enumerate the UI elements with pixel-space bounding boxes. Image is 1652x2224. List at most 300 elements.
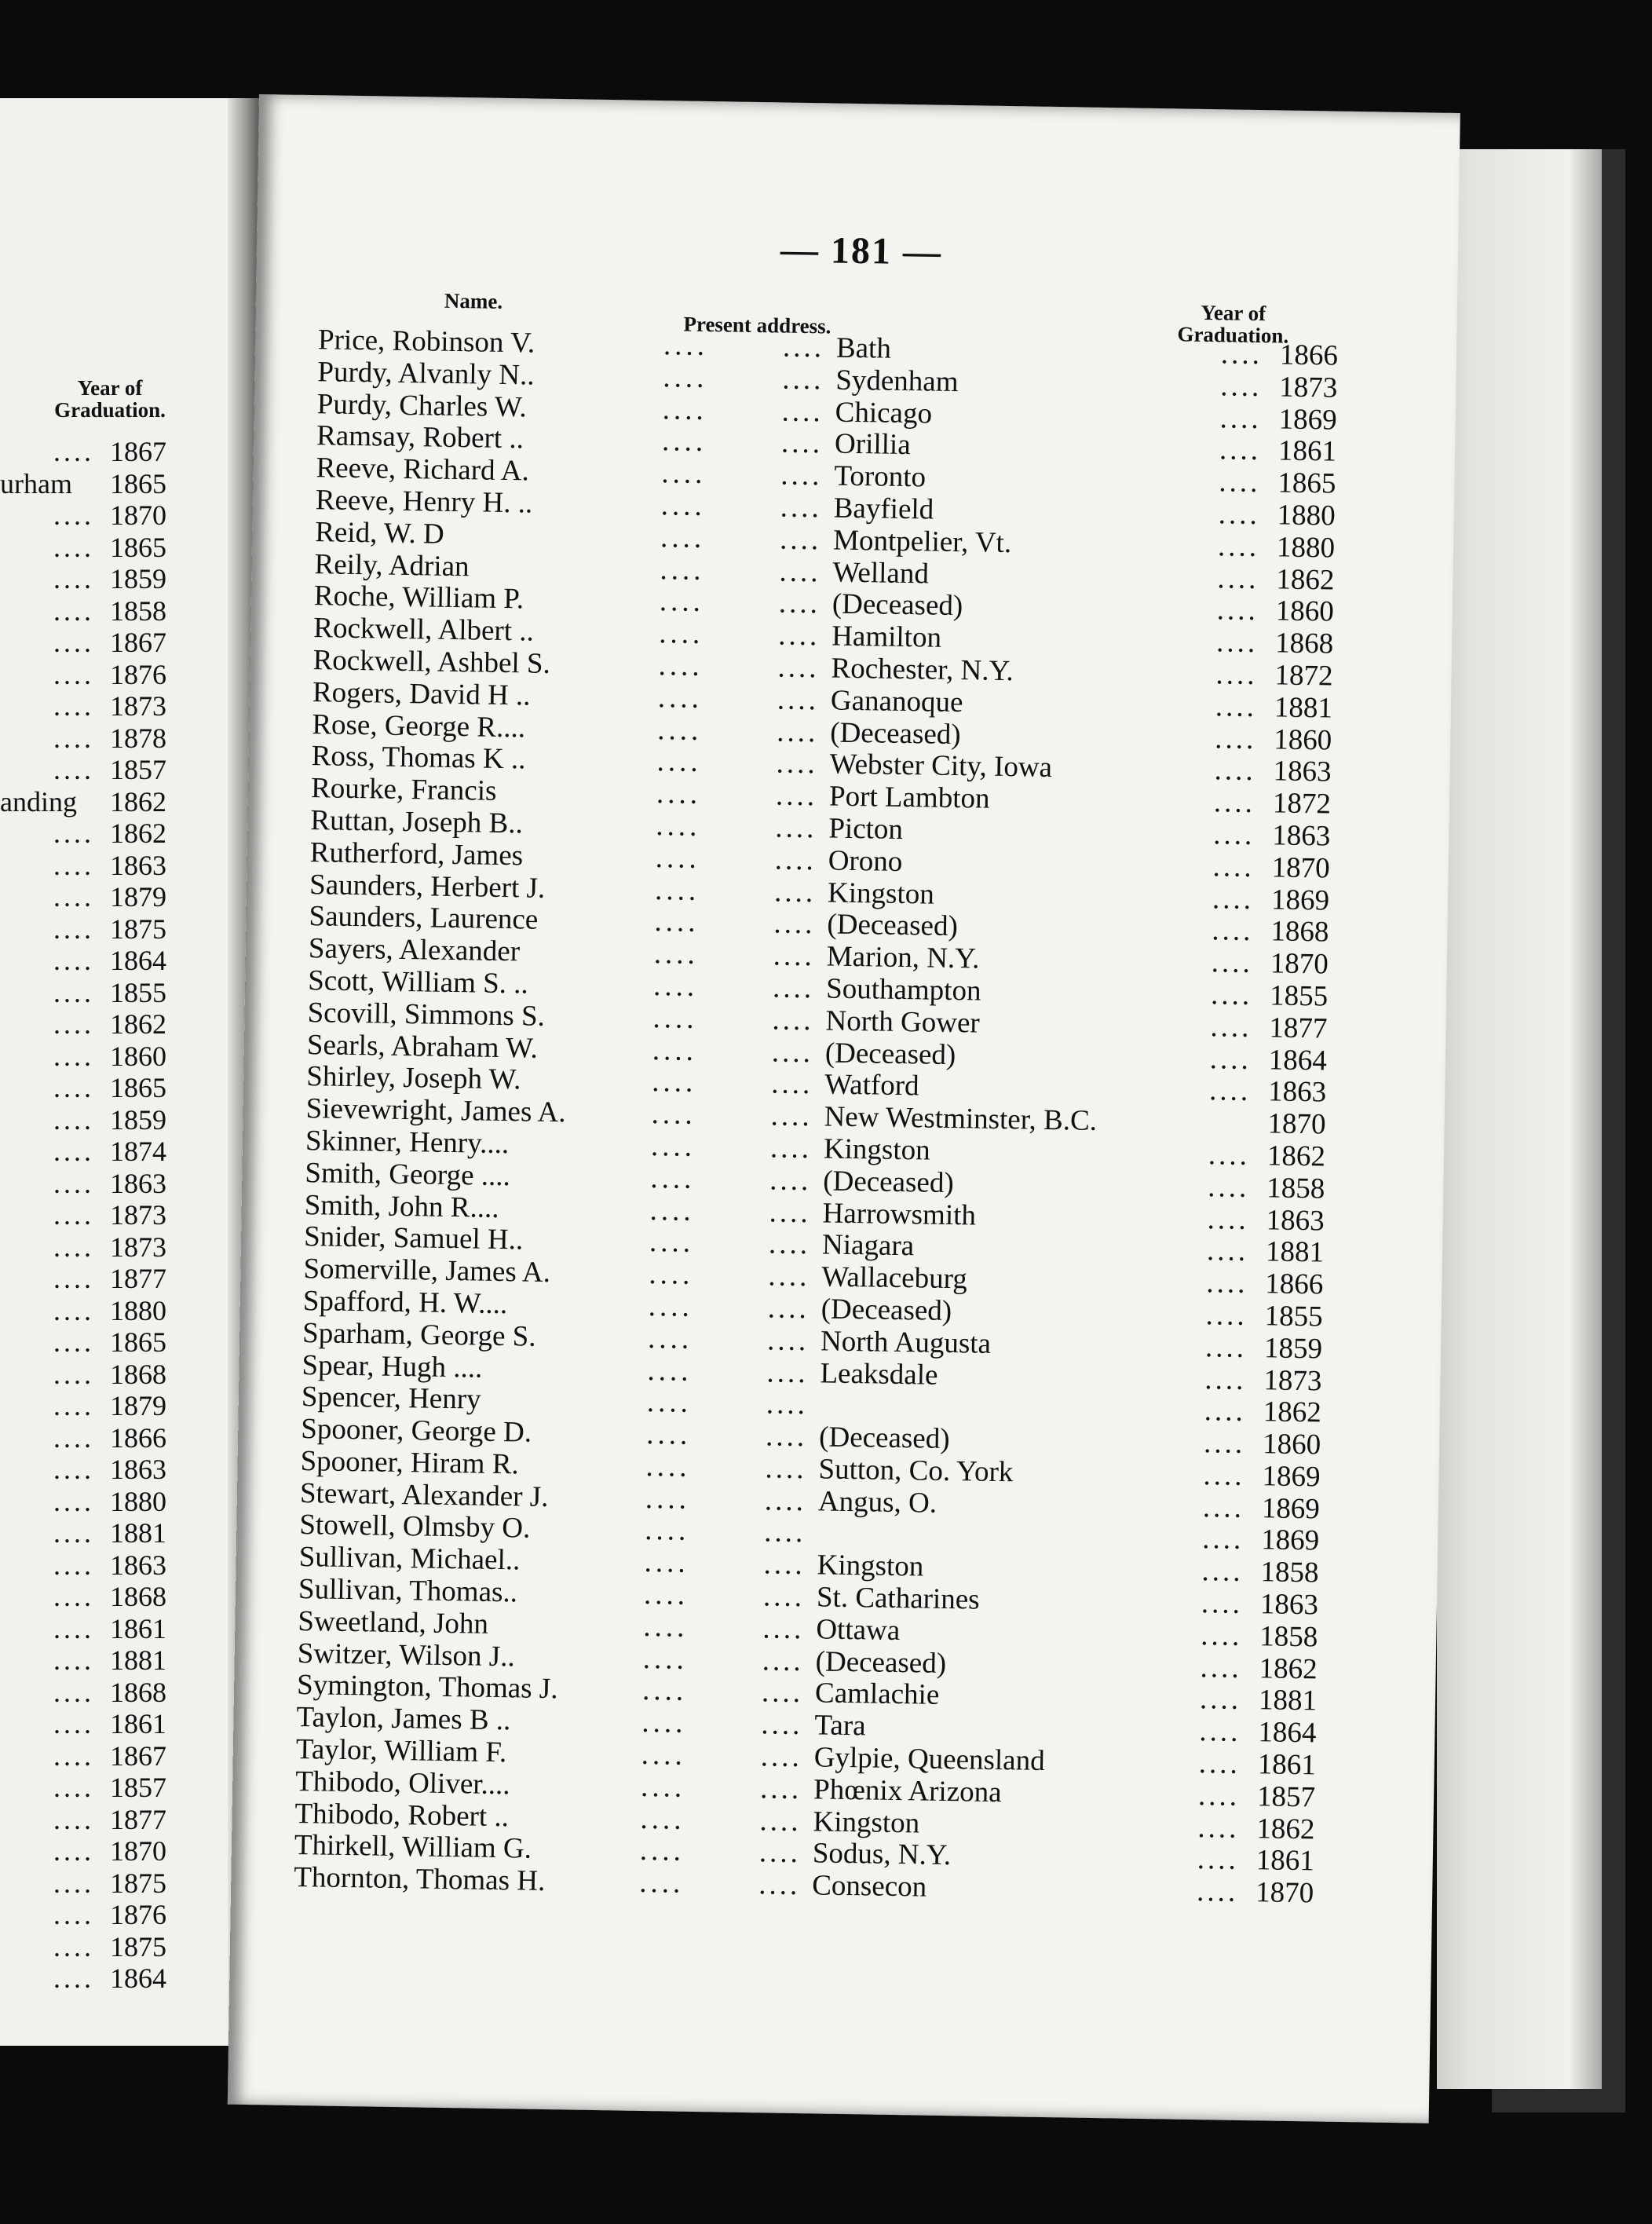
column-header-name: Name.: [444, 288, 503, 313]
left-row-dots: ....: [53, 1739, 94, 1772]
name-leader-dots: ....: [650, 1161, 696, 1195]
graduate-address: Orono: [828, 844, 903, 878]
left-row-year: 1860: [110, 1040, 166, 1072]
address-leader-dots: ....: [779, 555, 821, 588]
name-leader-dots: ....: [657, 681, 704, 715]
address-leader-dots: ....: [777, 715, 819, 748]
left-row-dots: ....: [53, 627, 94, 658]
graduate-name: Purdy, Alvanly N..: [317, 356, 535, 392]
address-leader-dots: ....: [758, 1836, 802, 1870]
name-leader-dots: ....: [643, 1578, 689, 1611]
graduate-name: Purdy, Charles W.: [316, 387, 527, 423]
year-leader-dots: ....: [1219, 370, 1263, 403]
left-row-dots: ....: [53, 1167, 94, 1199]
left-year-row: [0, 1199, 251, 1231]
graduate-name: Shirley, Joseph W.: [306, 1060, 521, 1096]
graduate-name: Ramsay, Robert ..: [316, 419, 524, 455]
name-leader-dots: ....: [656, 745, 703, 779]
left-row-prefix: urham: [0, 467, 72, 499]
left-year-row: [0, 1008, 251, 1041]
graduation-year: 1868: [1270, 915, 1329, 949]
name-leader-dots: ....: [645, 1482, 691, 1516]
address-leader-dots: ....: [775, 811, 817, 845]
graduation-year: 1861: [1257, 1748, 1317, 1782]
left-year-row: [0, 659, 251, 691]
left-row-year: 1876: [110, 1899, 166, 1930]
left-row-dots: ....: [53, 1199, 94, 1231]
graduation-year: 1858: [1260, 1556, 1319, 1589]
year-leader-dots: ....: [1206, 1267, 1248, 1300]
year-leader-dots: ....: [1212, 850, 1255, 883]
graduation-year: 1869: [1260, 1524, 1320, 1557]
graduate-entry: [305, 1125, 1326, 1173]
graduation-year: 1868: [1274, 627, 1334, 660]
address-leader-dots: ....: [762, 1644, 805, 1677]
left-year-row: [0, 1104, 251, 1136]
graduation-year: 1862: [1256, 1812, 1315, 1846]
graduate-address: Picton: [828, 812, 904, 846]
graduate-address: Camlachie: [814, 1677, 940, 1712]
address-leader-dots: ....: [773, 939, 816, 973]
left-row-year: 1877: [110, 1803, 166, 1835]
left-row-year: 1863: [110, 1549, 166, 1581]
address-leader-dots: ....: [770, 1067, 813, 1101]
name-leader-dots: ....: [654, 905, 700, 939]
year-leader-dots: ....: [1208, 1139, 1251, 1172]
graduate-address: St. Catharines: [816, 1581, 980, 1616]
year-leader-dots: ....: [1204, 1363, 1247, 1396]
graduation-year: 1863: [1259, 1588, 1319, 1622]
name-leader-dots: ....: [652, 969, 699, 1003]
left-row-year: 1875: [110, 1930, 166, 1962]
left-row-dots: ....: [53, 722, 94, 754]
address-leader-dots: ....: [766, 1355, 809, 1389]
left-row-year: 1878: [110, 722, 166, 754]
graduate-address: Phœnix Arizona: [813, 1773, 1002, 1809]
name-leader-dots: ....: [662, 393, 708, 426]
graduate-entry: [303, 1253, 1324, 1301]
left-row-dots: ....: [53, 1008, 94, 1040]
year-leader-dots: ....: [1202, 1491, 1245, 1524]
graduate-entry: [299, 1509, 1320, 1557]
graduate-entry: [299, 1476, 1321, 1526]
address-leader-dots: ....: [759, 1804, 802, 1838]
left-year-row: [0, 1962, 251, 1995]
left-row-year: 1859: [110, 563, 166, 594]
left-year-row: [0, 1422, 251, 1454]
year-leader-dots: ....: [1220, 338, 1263, 371]
year-leader-dots: ....: [1208, 1074, 1252, 1108]
name-leader-dots: ....: [658, 617, 704, 651]
address-leader-dots: ....: [763, 1516, 806, 1549]
left-row-dots: ....: [53, 1899, 94, 1930]
address-leader-dots: ....: [759, 1772, 802, 1805]
address-leader-dots: ....: [762, 1612, 805, 1646]
left-row-year: 1879: [110, 881, 166, 913]
left-year-row: [0, 1390, 251, 1422]
graduation-year: 1870: [1271, 851, 1331, 885]
left-facing-page: [0, 98, 251, 2046]
left-row-year: 1862: [110, 818, 166, 849]
left-row-year: 1865: [110, 467, 166, 499]
left-year-row: [0, 1835, 251, 1867]
graduate-entry: [310, 772, 1332, 821]
left-row-dots: ....: [53, 1962, 94, 1994]
left-year-row: [0, 786, 251, 818]
left-row-dots: ....: [53, 1421, 94, 1454]
graduation-year: 1872: [1274, 659, 1333, 693]
name-leader-dots: ....: [650, 1129, 696, 1163]
left-row-dots: ....: [53, 1517, 94, 1549]
graduate-address: (Deceased): [824, 1037, 956, 1071]
left-row-year: 1880: [110, 1294, 166, 1326]
graduate-name: Rose, George R....: [312, 708, 526, 744]
graduate-address: (Deceased): [818, 1421, 950, 1456]
left-row-year: 1876: [110, 658, 166, 690]
left-row-dots: ....: [53, 1612, 94, 1644]
graduation-year: 1857: [1256, 1780, 1316, 1814]
graduate-name: Sayers, Alexander: [308, 932, 521, 968]
name-leader-dots: ....: [652, 1033, 698, 1067]
left-row-dots: ....: [53, 881, 94, 913]
name-leader-dots: ....: [646, 1386, 693, 1420]
column-header-year: Year of Graduation.: [1177, 300, 1289, 348]
graduate-name: Skinner, Henry....: [305, 1125, 510, 1161]
left-year-row: [0, 1549, 251, 1582]
year-leader-dots: ....: [1209, 1042, 1252, 1076]
address-leader-dots: ....: [761, 1676, 804, 1710]
left-year-row: [0, 1708, 251, 1740]
name-leader-dots: ....: [638, 1867, 685, 1900]
graduate-address: Sydenham: [835, 364, 959, 398]
left-row-dots: ....: [53, 1454, 94, 1485]
left-year-row: [0, 1804, 251, 1836]
left-row-dots: ....: [53, 1803, 94, 1835]
left-row-dots: ....: [53, 1390, 94, 1421]
left-row-dots: ....: [53, 1549, 94, 1581]
left-year-row: [0, 1644, 251, 1677]
address-leader-dots: ....: [772, 971, 815, 1005]
left-row-dots: ....: [53, 1263, 94, 1294]
graduation-year: 1865: [1277, 466, 1336, 500]
left-year-row: [0, 850, 251, 882]
address-leader-dots: ....: [774, 843, 817, 877]
year-leader-dots: ....: [1206, 1235, 1249, 1268]
left-row-year: 1881: [110, 1517, 166, 1549]
left-year-row: [0, 1581, 251, 1613]
graduate-address: Angus, O.: [817, 1485, 937, 1520]
year-leader-dots: ....: [1214, 754, 1256, 788]
address-leader-dots: ....: [772, 1004, 814, 1037]
name-leader-dots: ....: [640, 1770, 686, 1804]
address-leader-dots: ....: [773, 907, 816, 941]
left-row-year: 1873: [110, 1231, 166, 1263]
address-leader-dots: ....: [767, 1292, 810, 1326]
graduation-year: 1862: [1276, 563, 1335, 597]
name-leader-dots: ....: [658, 649, 704, 682]
name-leader-dots: ....: [649, 1194, 696, 1227]
left-row-dots: ....: [53, 1485, 94, 1517]
left-row-dots: ....: [53, 1072, 94, 1103]
year-leader-dots: ....: [1215, 690, 1258, 723]
name-leader-dots: ....: [642, 1642, 689, 1676]
graduate-entry: [305, 1092, 1326, 1141]
graduation-year: 1873: [1263, 1363, 1322, 1397]
graduation-year: 1862: [1263, 1395, 1322, 1429]
name-leader-dots: ....: [641, 1738, 687, 1772]
left-row-dots: ....: [53, 1294, 94, 1326]
name-leader-dots: ....: [660, 553, 705, 587]
address-leader-dots: ....: [777, 683, 820, 717]
graduation-year: 1872: [1272, 787, 1332, 821]
graduate-name: Thornton, Thomas H.: [294, 1861, 546, 1898]
graduation-year: 1863: [1266, 1203, 1325, 1237]
graduate-name: Switzer, Wilson J..: [297, 1637, 516, 1673]
graduation-year: 1873: [1278, 371, 1338, 404]
graduation-year: 1863: [1267, 1075, 1327, 1109]
left-year-row: [0, 722, 251, 755]
graduate-address: Orillia: [834, 427, 911, 462]
year-leader-dots: ....: [1199, 1715, 1241, 1749]
year-leader-dots: ....: [1207, 1202, 1249, 1236]
graduate-name: Saunders, Laurence: [309, 900, 539, 937]
address-leader-dots: ....: [778, 587, 821, 620]
left-row-year: 1859: [110, 1103, 166, 1136]
left-year-row: [0, 499, 251, 532]
left-year-row: [0, 818, 251, 850]
left-year-row: [0, 1677, 251, 1709]
graduate-address: Chicago: [835, 396, 933, 430]
graduate-entry: [313, 612, 1334, 660]
left-row-dots: ....: [53, 1231, 94, 1263]
left-year-row: [0, 1740, 251, 1772]
graduate-name: Thirkell, William G.: [294, 1829, 532, 1866]
name-leader-dots: ....: [660, 489, 707, 522]
graduate-address: North Gower: [825, 1004, 981, 1040]
graduate-name: Scott, William S. ..: [307, 964, 529, 1000]
graduation-year: 1862: [1259, 1652, 1318, 1686]
graduate-name: Spooner, George D.: [300, 1413, 532, 1449]
graduate-address: New Westminster, B.C.: [824, 1100, 1098, 1138]
left-row-year: 1867: [110, 1739, 166, 1772]
left-row-year: 1861: [110, 1708, 166, 1739]
address-leader-dots: ....: [758, 1868, 801, 1902]
year-leader-dots: ....: [1204, 1395, 1247, 1428]
graduate-name: Somerville, James A.: [303, 1253, 551, 1289]
graduation-year: 1870: [1270, 947, 1329, 981]
graduate-address: (Deceased): [830, 716, 962, 751]
left-row-year: 1875: [110, 1867, 166, 1899]
graduate-address: Rochester, N.Y.: [831, 652, 1014, 688]
graduate-name: Reeve, Henry H. ..: [315, 484, 533, 520]
graduate-entry: [298, 1573, 1319, 1622]
left-row-year: 1858: [110, 594, 166, 627]
year-leader-dots: ....: [1213, 786, 1256, 820]
year-leader-dots: ....: [1219, 401, 1262, 435]
left-year-row: [0, 881, 251, 913]
left-row-year: 1880: [110, 1485, 166, 1517]
address-leader-dots: ....: [769, 1195, 812, 1229]
graduate-name: Ruttan, Joseph B..: [310, 804, 524, 840]
graduation-year: 1881: [1258, 1684, 1318, 1717]
graduate-address: Sutton, Co. York: [818, 1453, 1014, 1489]
graduate-address: Webster City, Iowa: [829, 748, 1053, 785]
name-leader-dots: ....: [659, 585, 705, 619]
name-leader-dots: ....: [643, 1610, 689, 1644]
graduate-address: Watford: [824, 1068, 919, 1103]
graduate-name: Rogers, David H ..: [312, 675, 531, 712]
graduate-address: Hamilton: [831, 620, 942, 654]
left-row-year: 1865: [110, 531, 166, 563]
graduation-year: 1881: [1274, 691, 1333, 725]
year-leader-dots: ....: [1197, 1811, 1240, 1845]
graduate-entry: [309, 868, 1330, 917]
left-row-dots: ....: [53, 499, 94, 531]
graduate-address: Tara: [814, 1709, 866, 1743]
name-leader-dots: ....: [660, 521, 706, 554]
left-year-row: [0, 436, 251, 468]
left-row-dots: ....: [53, 658, 94, 690]
graduation-year: 1855: [1264, 1300, 1324, 1333]
graduation-year: 1869: [1262, 1460, 1321, 1494]
graduate-address: Southampton: [825, 972, 981, 1008]
address-leader-dots: ....: [769, 1132, 813, 1165]
graduate-address: Sodus, N.Y.: [812, 1837, 952, 1872]
graduation-year: 1870: [1267, 1107, 1326, 1141]
name-leader-dots: ....: [645, 1450, 691, 1483]
left-row-year: 1868: [110, 1676, 166, 1708]
graduate-entry: [296, 1701, 1317, 1750]
left-year-row: [0, 532, 251, 564]
name-leader-dots: ....: [640, 1802, 685, 1836]
year-leader-dots: ....: [1218, 498, 1261, 532]
graduate-name: Ross, Thomas K ..: [311, 740, 526, 776]
address-leader-dots: ....: [782, 363, 824, 397]
left-row-dots: ....: [53, 1708, 94, 1739]
address-leader-dots: ....: [775, 779, 818, 813]
address-leader-dots: ....: [780, 459, 823, 492]
page-number: — 181 —: [780, 229, 943, 273]
name-leader-dots: ....: [639, 1834, 685, 1868]
left-row-dots: ....: [53, 531, 94, 563]
graduate-address: Leaksdale: [820, 1356, 938, 1392]
left-row-dots: ....: [53, 1644, 94, 1676]
graduate-name: Roche, William P.: [313, 580, 524, 616]
graduation-year: 1866: [1279, 338, 1339, 372]
graduate-address: Kingston: [827, 876, 935, 911]
left-row-dots: ....: [53, 976, 94, 1008]
address-leader-dots: ....: [768, 1227, 811, 1261]
graduation-year: 1877: [1269, 1011, 1328, 1045]
address-leader-dots: ....: [765, 1420, 808, 1454]
left-year-header: Year of Graduation.: [54, 376, 166, 422]
address-leader-dots: ....: [777, 651, 820, 685]
left-year-row: [0, 1867, 251, 1900]
left-row-year: 1875: [110, 913, 166, 945]
left-row-dots: ....: [53, 818, 94, 849]
year-leader-dots: ....: [1201, 1587, 1244, 1620]
address-leader-dots: ....: [768, 1260, 810, 1293]
left-year-row: [0, 977, 251, 1009]
name-leader-dots: ....: [645, 1514, 690, 1548]
address-leader-dots: ....: [782, 331, 825, 364]
left-row-prefix: anding: [0, 785, 77, 818]
page-stack-edge: [1437, 149, 1602, 2089]
address-leader-dots: ....: [769, 1164, 812, 1197]
year-leader-dots: ....: [1219, 433, 1262, 467]
left-year-row: [0, 1359, 251, 1391]
year-leader-dots: ....: [1203, 1427, 1246, 1461]
address-leader-dots: ....: [765, 1452, 807, 1486]
name-leader-dots: ....: [657, 713, 703, 747]
name-leader-dots: ....: [661, 457, 707, 491]
year-leader-dots: ....: [1201, 1523, 1244, 1556]
year-leader-dots: ....: [1210, 978, 1253, 1011]
left-year-row: [0, 1931, 251, 1963]
address-leader-dots: ....: [766, 1324, 810, 1357]
graduate-name: Smith, George ....: [305, 1156, 511, 1192]
left-row-year: 1873: [110, 1199, 166, 1231]
graduate-entry: [298, 1541, 1319, 1589]
graduate-address: Bath: [835, 331, 892, 365]
left-row-year: 1867: [110, 436, 166, 467]
address-leader-dots: ....: [773, 875, 817, 909]
year-leader-dots: ....: [1204, 1330, 1248, 1364]
year-leader-dots: ....: [1211, 946, 1254, 980]
left-row-dots: ....: [53, 1772, 94, 1803]
graduate-name: Spencer, Henry: [301, 1381, 481, 1416]
graduate-entry: [311, 740, 1332, 788]
right-page: [228, 94, 1460, 2123]
name-leader-dots: ....: [649, 1258, 694, 1291]
left-year-row: [0, 1613, 251, 1645]
name-leader-dots: ....: [651, 1098, 696, 1132]
graduation-year: 1863: [1273, 755, 1332, 788]
graduate-address: Niagara: [821, 1228, 915, 1263]
left-year-row: [0, 1517, 251, 1549]
left-row-year: 1864: [110, 1962, 166, 1994]
year-leader-dots: ....: [1197, 1779, 1241, 1812]
year-leader-dots: ....: [1203, 1458, 1245, 1492]
left-row-year: 1867: [110, 627, 166, 658]
left-year-row: [0, 1295, 251, 1327]
graduation-year: 1861: [1277, 434, 1337, 468]
year-leader-dots: ....: [1199, 1683, 1242, 1717]
graduate-name: Searls, Abraham W.: [306, 1028, 539, 1065]
graduation-year: 1860: [1262, 1428, 1321, 1461]
graduation-year: 1864: [1268, 1043, 1328, 1077]
left-row-dots: ....: [53, 436, 94, 467]
graduate-address: Toronto: [834, 459, 927, 494]
year-leader-dots: ....: [1215, 658, 1258, 692]
graduate-name: Thibodo, Oliver....: [294, 1765, 510, 1802]
name-leader-dots: ....: [647, 1354, 693, 1388]
left-year-row: [0, 468, 251, 500]
graduate-entry: [300, 1413, 1321, 1461]
year-leader-dots: ....: [1217, 530, 1260, 563]
name-leader-dots: ....: [645, 1418, 692, 1451]
left-row-dots: ....: [53, 1581, 94, 1612]
name-leader-dots: ....: [649, 1226, 695, 1260]
year-leader-dots: ....: [1217, 561, 1259, 595]
left-row-dots: ....: [53, 594, 94, 627]
left-row-year: 1868: [110, 1358, 166, 1390]
left-row-year: 1857: [110, 754, 166, 785]
graduate-entry: [294, 1765, 1316, 1814]
graduate-entry: [306, 1060, 1327, 1109]
graduate-name: Rockwell, Ashbel S.: [312, 644, 551, 680]
graduate-name: Rutherford, James: [309, 836, 524, 872]
